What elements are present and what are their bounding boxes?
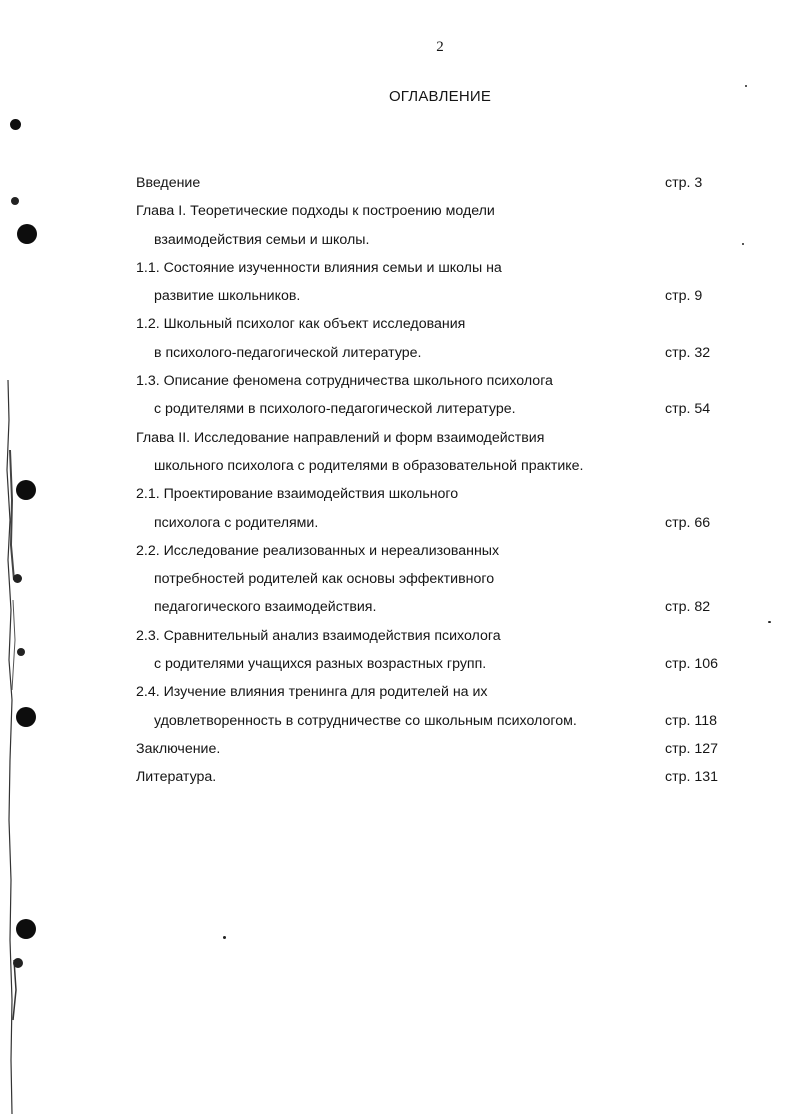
punch-hole-4 [16, 707, 36, 727]
toc-entry-text: 1.1. Состояние изученности влияния семьи и школы на [136, 259, 502, 276]
toc-line [136, 509, 736, 537]
toc-page-ref: стр. 66 [665, 514, 711, 531]
punch-hole-2 [17, 224, 37, 244]
toc-entry-text: Литература. [136, 769, 217, 786]
toc-entry-text: развитие школьников. [154, 288, 301, 305]
table-of-contents [136, 169, 736, 792]
toc-entry-text: психолога с родителями. [154, 514, 319, 531]
page-title: ОГЛАВЛЕНИЕ [388, 88, 492, 105]
toc-entry-text: с родителями в психолого-педагогической литературе. [154, 401, 516, 418]
toc-line [136, 565, 736, 593]
toc-entry-text: 2.3. Сравнительный анализ взаимодействия психолога [136, 627, 501, 644]
speck-8 [745, 85, 747, 87]
toc-line [136, 678, 736, 706]
punch-hole-1 [10, 119, 21, 130]
toc-entry-text: педагогического взаимодействия. [154, 599, 377, 616]
toc-line [136, 367, 736, 395]
speck-1 [11, 197, 19, 205]
toc-page-ref: стр. 118 [665, 712, 717, 729]
toc-line [136, 707, 736, 735]
punch-hole-5 [16, 919, 36, 939]
toc-line [136, 650, 736, 678]
toc-entry-text: взаимодействия семьи и школы. [154, 231, 370, 248]
toc-entry-text: потребностей родителей как основы эффективного [154, 571, 495, 588]
toc-line [136, 763, 736, 791]
speck-2 [13, 574, 22, 583]
toc-line [136, 254, 736, 282]
toc-line [136, 622, 736, 650]
toc-line [136, 339, 736, 367]
toc-line [136, 310, 736, 338]
binding-edge-artifact [0, 0, 22, 1114]
toc-entry-text: удовлетворенность в сотрудничестве со школьным психологом. [154, 712, 577, 729]
toc-entry-text: школьного психолога с родителями в образовательной практике. [154, 457, 584, 474]
toc-line [136, 197, 736, 225]
toc-entry-text: в психолого-педагогической литературе. [154, 344, 422, 361]
toc-entry-text: с родителями учащихся разных возрастных групп. [154, 656, 487, 673]
speck-6 [742, 243, 744, 245]
punch-hole-3 [16, 480, 36, 500]
toc-page-ref: стр. 82 [665, 599, 711, 616]
toc-entry-text: 2.1. Проектирование взаимодействия школьного [136, 486, 459, 503]
speck-7 [768, 621, 771, 623]
toc-page-ref: стр. 131 [665, 769, 719, 786]
toc-line [136, 452, 736, 480]
toc-page-ref: стр. 127 [665, 740, 719, 757]
toc-line [136, 226, 736, 254]
toc-entry-text: Заключение. [136, 740, 221, 757]
toc-entry-text: 2.4. Изучение влияния тренинга для родителей на их [136, 684, 488, 701]
speck-3 [17, 648, 25, 656]
toc-entry-text: 1.3. Описание феномена сотрудничества школьного психолога [136, 373, 553, 390]
toc-entry-text: Глава II. Исследование направлений и форм взаимодействия [136, 429, 545, 446]
toc-line [136, 593, 736, 621]
toc-line [136, 537, 736, 565]
speck-4 [13, 958, 23, 968]
toc-entry-text: 1.2. Школьный психолог как объект исследования [136, 316, 466, 333]
toc-line [136, 480, 736, 508]
toc-entry-text: Глава I. Теоретические подходы к построению модели [136, 203, 495, 220]
toc-line [136, 395, 736, 423]
toc-line [136, 735, 736, 763]
toc-page-ref: стр. 3 [665, 175, 703, 191]
speck-5 [223, 936, 226, 939]
toc-line [136, 169, 736, 197]
toc-page-ref: стр. 106 [665, 656, 719, 673]
toc-page-ref: стр. 9 [665, 288, 703, 305]
toc-entry-text: Введение [136, 175, 201, 191]
toc-line [136, 282, 736, 310]
toc-page-ref: стр. 32 [665, 344, 711, 361]
toc-page-ref: стр. 54 [665, 401, 711, 418]
toc-line [136, 424, 736, 452]
page-number: 2 [436, 39, 444, 55]
toc-entry-text: 2.2. Исследование реализованных и нереализованных [136, 542, 500, 559]
